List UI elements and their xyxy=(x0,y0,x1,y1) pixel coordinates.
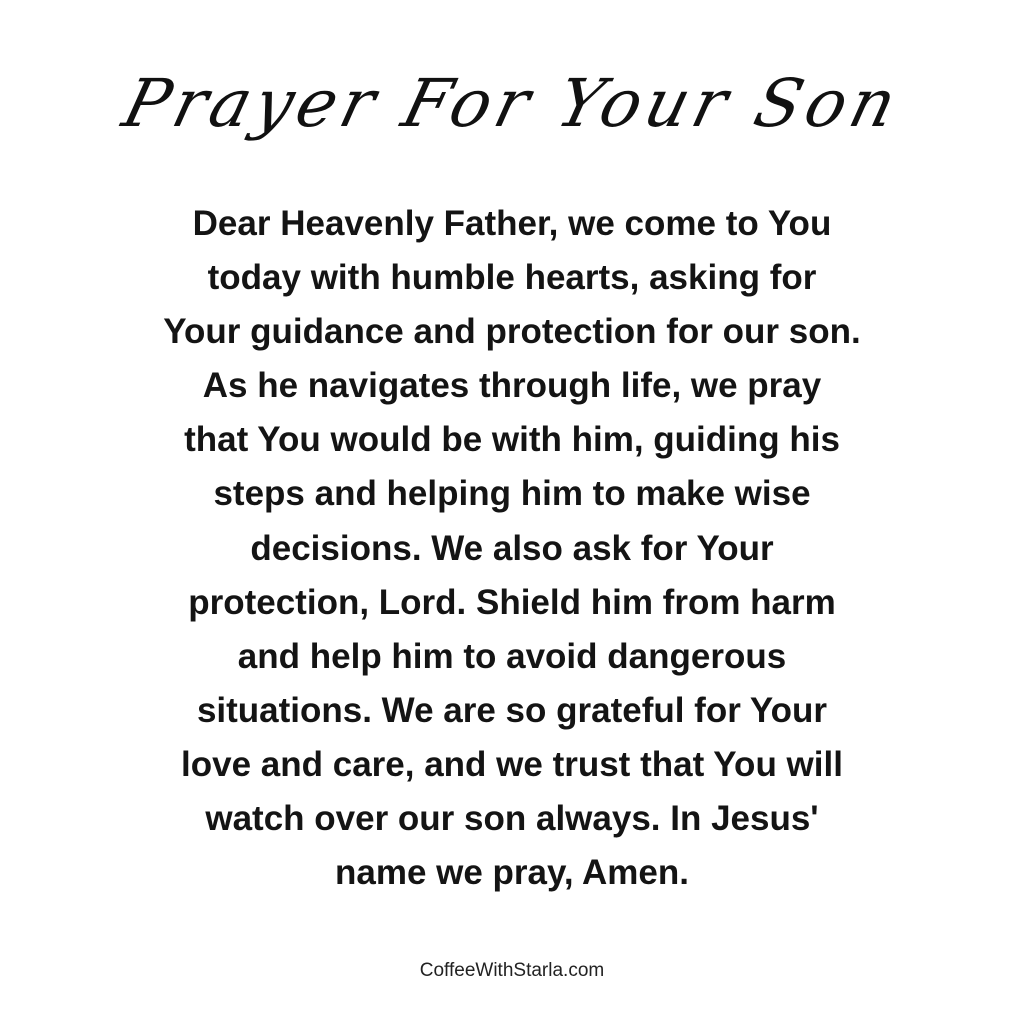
page-title: Prayer For Your Son xyxy=(115,65,909,142)
website-credit: CoffeeWithStarla.com xyxy=(419,960,605,981)
prayer-line: protection, Lord. Shield him from harm xyxy=(188,582,836,622)
prayer-line: steps and helping him to make wise xyxy=(213,474,811,514)
prayer-line: situations. We are so grateful for Your xyxy=(196,690,828,730)
prayer-line: today with humble hearts, asking for xyxy=(207,258,817,298)
prayer-line: decisions. We also ask for Your xyxy=(250,528,774,568)
prayer-text xyxy=(40,197,984,900)
prayer-line: love and care, and we trust that You will xyxy=(181,744,843,784)
prayer-line: Your guidance and protection for our son. xyxy=(163,312,861,352)
prayer-line: As he navigates through life, we pray xyxy=(202,366,822,406)
prayer-line: watch over our son always. In Jesus' xyxy=(205,799,819,839)
prayer-line: name we pray, Amen. xyxy=(334,853,690,893)
prayer-line: that You would be with him, guiding his xyxy=(184,420,840,460)
prayer-line: and help him to avoid dangerous xyxy=(237,636,787,676)
prayer-line: Dear Heavenly Father, we come to You xyxy=(192,204,832,243)
